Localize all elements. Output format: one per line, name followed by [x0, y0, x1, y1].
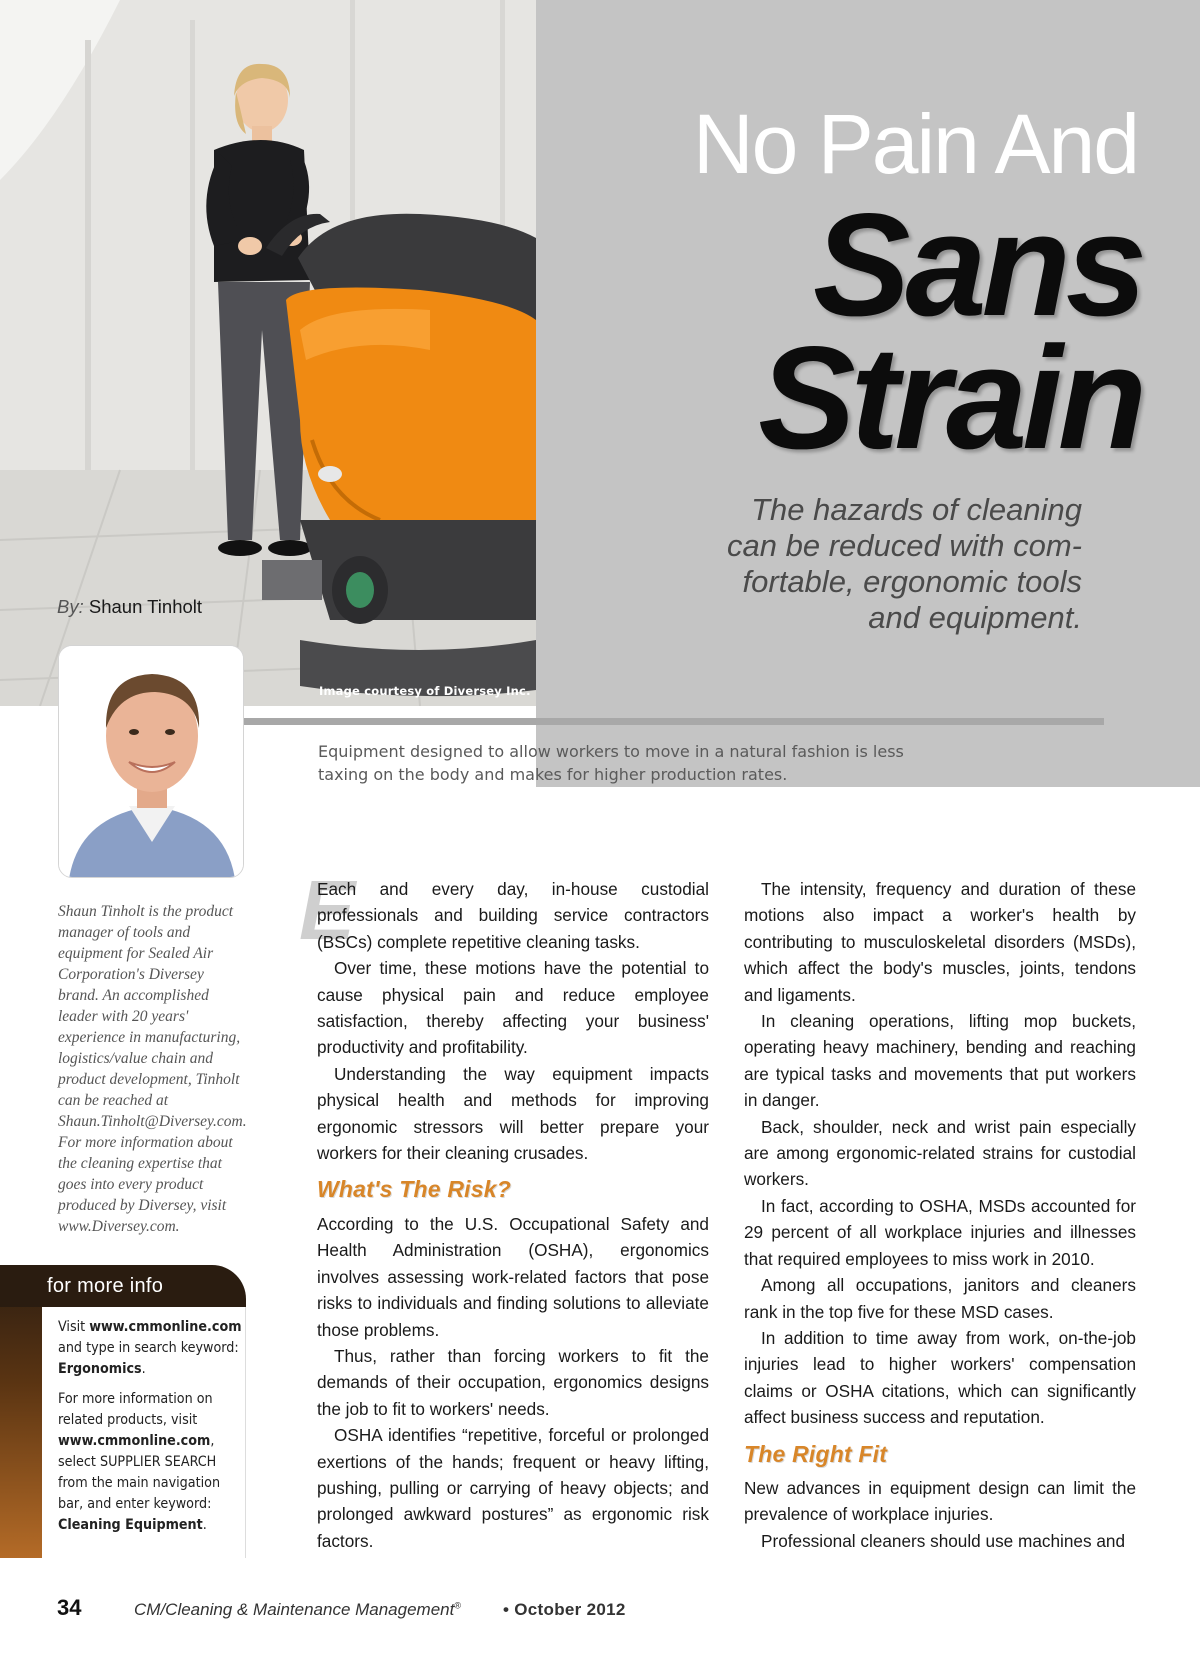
article-column-1 — [299, 863, 709, 1554]
info-text: . — [202, 1517, 207, 1533]
info-keyword: Ergonomics — [58, 1361, 142, 1377]
article-paragraph: New advances in equipment design can limit the prevalence of workplace injuries. — [744, 1477, 1136, 1525]
drop-cap: E — [299, 863, 356, 957]
info-keyword: Cleaning Equipment — [58, 1517, 203, 1533]
info-text: For more information on related products, visit — [58, 1391, 213, 1428]
info-text: . — [141, 1361, 146, 1377]
info-paragraph-2 — [58, 1389, 245, 1536]
deck-line: and equipment. — [868, 600, 1082, 635]
headline-line-3: Strain — [758, 316, 1142, 479]
article-column-2 — [744, 876, 1136, 1554]
headline-line-1: No Pain And — [692, 97, 1138, 191]
deck-line: can be reduced with com- — [727, 528, 1082, 563]
article-paragraph: Thus, rather than forcing workers to fit the demands of their occupation, ergonomics designs the job to fit to workers' needs. — [317, 1345, 709, 1419]
article-paragraph: Understanding the way equipment impacts physical health and methods for improving ergonomic stressors will better prepare your workers for their cleaning crusades. — [317, 1063, 709, 1164]
title-panel — [536, 0, 1200, 787]
author-portrait-illustration — [59, 646, 244, 878]
author-bio: Shaun Tinholt is the product manager of tools and equipment for Sealed Air Corporation's Diversey brand. An accomplished leader with 20 years' experience in manufacturing, logistics/value chain and product development, Tinholt can be reached at Shaun.Tinholt@Diversey.com. For more information about the cleaning expertise that goes into every product produced by Diversey, visit www.Diversey.com. — [58, 903, 247, 1235]
article-paragraph: According to the U.S. Occupational Safety and Health Administration (OSHA), ergonomics involves assessing work-related factors that pose risks to individuals and finding solutions to alleviate those problems. — [317, 1213, 709, 1340]
footer-publication — [134, 1600, 461, 1620]
registered-mark: ® — [454, 1600, 461, 1611]
photo-caption: Equipment designed to allow workers to move in a natural fashion is less taxing on the body and makes for higher production rates. — [318, 742, 904, 784]
deck-line: The hazards of cleaning — [751, 492, 1082, 527]
article-paragraph: Over time, these motions have the potential to cause physical pain and reduce employee satisfaction, thereby affecting your business' productivity and profitability. — [317, 958, 709, 1058]
info-text: Visit — [58, 1319, 90, 1335]
article-paragraph: The intensity, frequency and duration of these motions also impact a worker's health by contributing to musculoskeletal disorders (MSDs), which affect the body's muscles, joints, tendons and ligaments. — [744, 879, 1136, 1005]
article-paragraph — [299, 863, 709, 957]
info-header — [0, 1265, 246, 1307]
info-text: , select SUPPLIER SEARCH from the main navigation bar, and enter keyword: — [58, 1433, 221, 1512]
info-accent-bar — [0, 1265, 42, 1558]
article-paragraph: Among all occupations, janitors and cleaners rank in the top five for these MSD cases. — [744, 1275, 1136, 1322]
info-paragraph-1 — [58, 1317, 245, 1380]
article-paragraph: In cleaning operations, lifting mop buckets, operating heavy machinery, bending and reaching are typical tasks and movements that put workers in danger. — [744, 1011, 1136, 1111]
article-paragraph: Back, shoulder, neck and wrist pain especially are among ergonomic-related strains for custodial workers. — [744, 1116, 1136, 1190]
author-photo — [58, 645, 244, 878]
caption-rule — [244, 718, 1104, 725]
byline — [57, 596, 202, 618]
article-paragraph: OSHA identifies “repetitive, forceful or prolonged exertions of the hands; frequent or heavy lifting, pushing, pulling or carrying of heavy objects; and prolonged awkward postures” as ergonomic risk factors. — [317, 1425, 709, 1551]
section-heading-risk: What's The Risk? — [317, 1176, 511, 1203]
info-text: and type in search keyword: — [58, 1340, 239, 1356]
article-paragraph: Professional cleaners should use machines and — [761, 1530, 1126, 1551]
paragraph-text: Each and every day, in-house custodial professionals and building service contractors (BSCs) complete repetitive cleaning tasks. — [317, 879, 709, 952]
article-paragraph: In fact, according to OSHA, MSDs accounted for 29 percent of all workplace injuries and illnesses that required employees to miss work in 2010. — [744, 1195, 1136, 1269]
footer-date: • October 2012 — [503, 1600, 626, 1619]
article-paragraph: In addition to time away from work, on-the-job injuries lead to higher workers' compensation claims or OSHA citations, which can significantly affect business success and reputation. — [744, 1327, 1136, 1428]
publication-name: CM/Cleaning & Maintenance Management — [134, 1600, 455, 1619]
info-heading: for more info — [47, 1275, 164, 1297]
more-info-box — [0, 1265, 246, 1558]
info-body — [44, 1307, 246, 1558]
section-heading-fit: The Right Fit — [744, 1440, 888, 1467]
headline-line-2: Sans — [813, 183, 1142, 346]
byline-label: By: — [57, 596, 84, 617]
byline-author: Shaun Tinholt — [88, 596, 203, 617]
deck-subtitle — [662, 492, 1082, 636]
info-link-url[interactable]: www.cmmonline.com — [89, 1319, 242, 1335]
photo-credit: Image courtesy of Diversey Inc. — [319, 684, 531, 698]
deck-line: fortable, ergonomic tools — [742, 564, 1082, 599]
page-number: 34 — [57, 1595, 82, 1620]
info-link-url[interactable]: www.cmmonline.com — [58, 1433, 211, 1449]
